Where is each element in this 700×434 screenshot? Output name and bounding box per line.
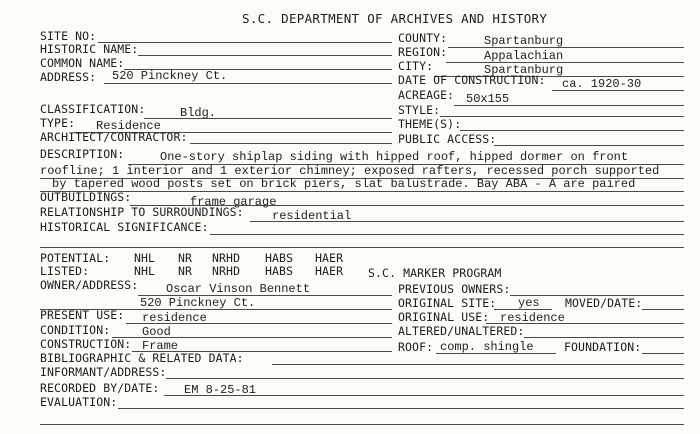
bibliographic-line bbox=[272, 364, 684, 365]
themes-line bbox=[460, 130, 684, 131]
recorded-value: EM 8-25-81 bbox=[184, 383, 257, 397]
region-line bbox=[446, 62, 684, 63]
informant-label: INFORMANT/ADDRESS: bbox=[40, 365, 167, 379]
form-bottom-line bbox=[40, 424, 684, 425]
construction-label: CONSTRUCTION: bbox=[40, 337, 132, 351]
construction-value: Frame bbox=[142, 339, 179, 353]
roof-label: ROOF: bbox=[398, 340, 434, 354]
altered-label: ALTERED/UNALTERED: bbox=[398, 324, 525, 338]
foundation-line bbox=[642, 353, 684, 354]
address-line bbox=[104, 83, 392, 84]
evaluation-label: EVALUATION: bbox=[40, 395, 118, 409]
architect-label: ARCHITECT/CONTRACTOR: bbox=[40, 130, 188, 144]
construction-date-line bbox=[552, 90, 684, 91]
significance-line bbox=[210, 234, 684, 235]
potential-haer: HAER bbox=[315, 251, 344, 265]
foundation-label: FOUNDATION: bbox=[564, 340, 642, 354]
potential-label: POTENTIAL: bbox=[40, 251, 111, 265]
present-use-value: residence bbox=[142, 311, 207, 325]
marker-program-label: S.C. MARKER PROGRAM bbox=[368, 266, 502, 280]
acreage-line bbox=[454, 105, 684, 106]
classification-value: Bldg. bbox=[180, 106, 217, 120]
outbuildings-label: OUTBUILDINGS: bbox=[40, 190, 132, 204]
style-line bbox=[440, 116, 684, 117]
site-no-line bbox=[98, 42, 392, 43]
listed-nhl: NHL bbox=[134, 264, 156, 278]
moved-date-line bbox=[642, 309, 684, 310]
listed-label: LISTED: bbox=[40, 264, 90, 278]
previous-owners-label: PREVIOUS OWNERS: bbox=[398, 282, 511, 296]
description-line-3: by tapered wood posts set on brick piers, slat balustrade. Bay ABA - A are paired bbox=[52, 177, 636, 191]
listed-nr: NR bbox=[178, 264, 193, 278]
type-value: Residence bbox=[96, 119, 161, 133]
original-site-value: yes bbox=[518, 296, 540, 310]
potential-nr: NR bbox=[178, 251, 193, 265]
historic-name-line bbox=[138, 55, 392, 56]
relationship-value: residential bbox=[272, 209, 352, 223]
recorded-line bbox=[164, 395, 684, 396]
listed-haer: HAER bbox=[315, 264, 344, 278]
potential-nrhd: NRHD bbox=[212, 251, 241, 265]
relationship-label: RELATIONSHIP TO SURROUNDINGS: bbox=[40, 205, 244, 219]
original-use-label: ORIGINAL USE: bbox=[398, 310, 490, 324]
listed-habs: HABS bbox=[265, 264, 294, 278]
themes-label: THEME(S): bbox=[398, 117, 462, 131]
informant-line bbox=[166, 378, 684, 379]
condition-label: CONDITION: bbox=[40, 323, 111, 337]
region-value: Appalachian bbox=[484, 49, 564, 63]
bibliographic-label: BIBLIOGRAPHIC & RELATED DATA: bbox=[40, 351, 244, 365]
construction-date-label: DATE OF CONSTRUCTION: bbox=[398, 73, 546, 87]
original-use-value: residence bbox=[500, 311, 565, 325]
potential-nhl: NHL bbox=[134, 251, 156, 265]
common-name-label: COMMON NAME: bbox=[40, 56, 125, 70]
style-label: STYLE: bbox=[398, 103, 441, 117]
city-label: CITY: bbox=[398, 59, 434, 73]
condition-line bbox=[112, 337, 392, 338]
public-access-line bbox=[494, 145, 684, 146]
acreage-value: 50x155 bbox=[466, 92, 510, 106]
address-label: ADDRESS: bbox=[40, 70, 97, 84]
owner-address: 520 Pinckney Ct. bbox=[140, 296, 256, 310]
description-line-2: roofline; 1 interior and 1 exterior chimney; exposed rafters, recessed porch supported bbox=[40, 164, 660, 178]
owner-label: OWNER/ADDRESS: bbox=[40, 278, 139, 292]
potential-habs: HABS bbox=[265, 251, 294, 265]
classification-line bbox=[144, 118, 392, 119]
evaluation-line bbox=[118, 408, 684, 409]
description-rule-3 bbox=[40, 191, 684, 192]
original-site-line bbox=[494, 309, 552, 310]
recorded-label: RECORDED BY/DATE: bbox=[40, 381, 160, 395]
description-label: DESCRIPTION: bbox=[40, 147, 125, 161]
owner-name: Oscar Vinson Bennett bbox=[166, 282, 311, 296]
county-line bbox=[448, 47, 684, 48]
condition-value: Good bbox=[142, 325, 171, 339]
relationship-line bbox=[250, 221, 684, 222]
roof-line bbox=[436, 353, 556, 354]
county-value: Spartanburg bbox=[484, 34, 564, 48]
classification-label: CLASSIFICATION: bbox=[40, 102, 146, 116]
listed-nrhd: NRHD bbox=[212, 264, 241, 278]
type-label: TYPE: bbox=[40, 116, 76, 130]
county-label: COUNTY: bbox=[398, 31, 448, 45]
description-line-1: One-story shiplap siding with hipped roof, hipped dormer on front bbox=[160, 150, 629, 164]
original-site-label: ORIGINAL SITE: bbox=[398, 296, 497, 310]
site-no-label: SITE NO: bbox=[40, 29, 97, 43]
present-use-label: PRESENT USE: bbox=[40, 308, 125, 322]
public-access-label: PUBLIC ACCESS: bbox=[398, 132, 497, 146]
city-value: Spartanburg bbox=[484, 63, 564, 77]
altered-line bbox=[524, 337, 684, 338]
address-value: 520 Pinckney Ct. bbox=[112, 69, 228, 83]
acreage-label: ACREAGE: bbox=[398, 88, 455, 102]
significance-label: HISTORICAL SIGNIFICANCE: bbox=[40, 220, 209, 234]
construction-date-value: ca. 1920-30 bbox=[562, 77, 642, 91]
outbuildings-value: frame garage bbox=[190, 195, 277, 209]
moved-date-label: MOVED/DATE: bbox=[565, 296, 643, 310]
architect-line bbox=[190, 143, 392, 144]
section-divider bbox=[40, 247, 684, 248]
roof-value: comp. shingle bbox=[440, 340, 534, 354]
form-title: S.C. DEPARTMENT OF ARCHIVES AND HISTORY bbox=[242, 11, 548, 26]
region-label: REGION: bbox=[398, 45, 448, 59]
historic-name-label: HISTORIC NAME: bbox=[40, 42, 139, 56]
present-use-line bbox=[126, 323, 392, 324]
